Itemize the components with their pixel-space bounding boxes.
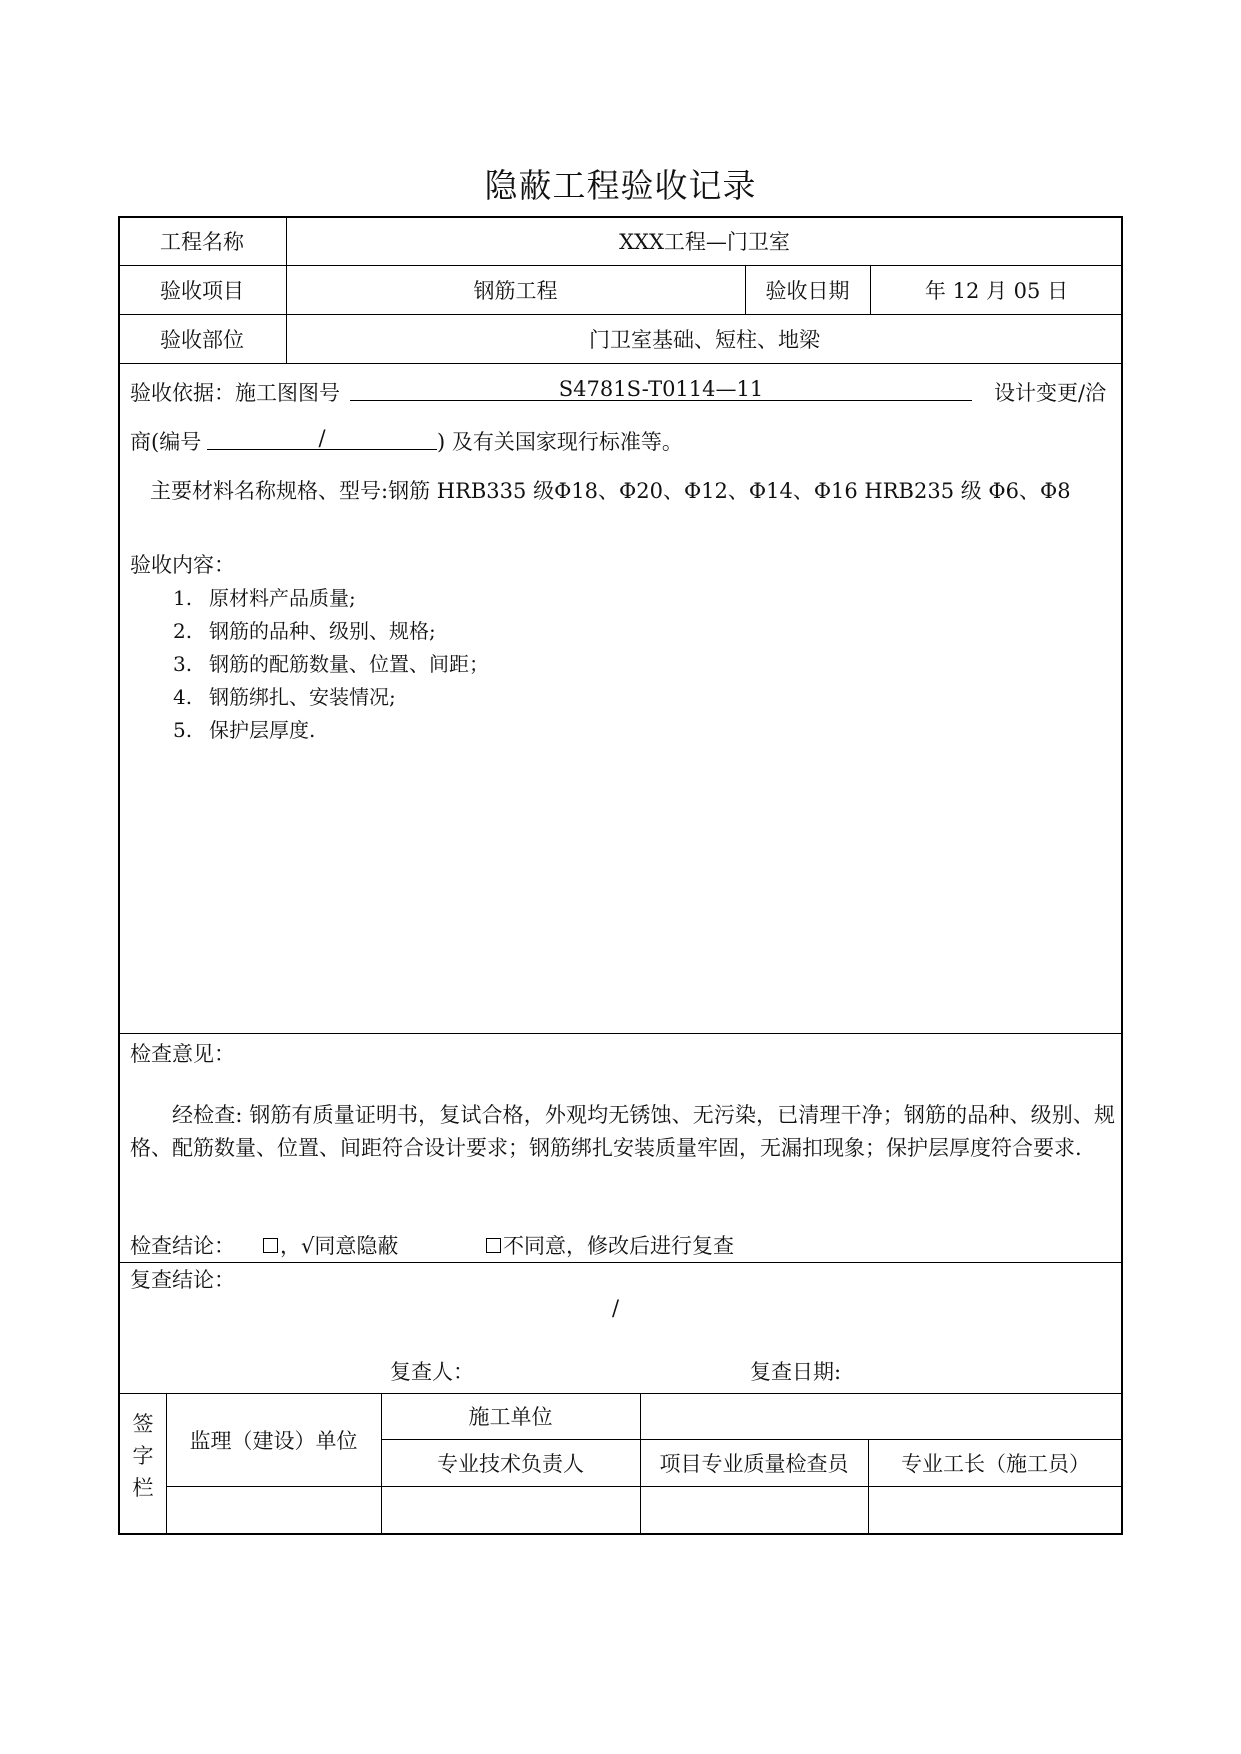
reviewer-label: 复查人： xyxy=(390,1360,474,1384)
row-divider xyxy=(118,1262,1123,1263)
qc-inspector-label: 项目专业质量检查员 xyxy=(659,1451,849,1476)
review-date-label: 复查日期: xyxy=(750,1360,842,1384)
project-name-value: XXX工程—门卫室 xyxy=(619,229,790,254)
conclusion-label: 检查结论： xyxy=(130,1234,235,1258)
review-value: / xyxy=(612,1296,620,1320)
materials-spec: 主要材料名称规格、型号:钢筋 HRB335 级Φ18、Φ20、Φ12、Φ14、Φ16 HRB235 级 Φ6、Φ8 xyxy=(150,479,1071,503)
row-divider xyxy=(166,1486,1123,1487)
project-name-label: 工程名称 xyxy=(160,229,244,254)
inspection-label: 检查意见： xyxy=(130,1042,235,1066)
inspection-item-value: 钢筋工程 xyxy=(473,278,558,303)
tech-lead-label: 专业技术负责人 xyxy=(437,1451,584,1476)
list-item: 5. 保护层厚度. xyxy=(173,718,316,742)
disagree-option: 不同意，修改后进行复查 xyxy=(486,1230,734,1260)
list-item: 2. 钢筋的品种、级别、规格; xyxy=(173,619,436,643)
contractor-label: 施工单位 xyxy=(468,1405,553,1429)
content-label: 验收内容： xyxy=(130,553,235,577)
record-table xyxy=(118,216,1123,1535)
page-title: 隐蔽工程验收记录 xyxy=(484,166,757,205)
checkbox-icon xyxy=(486,1238,501,1253)
list-item: 4. 钢筋绑扎、安装情况; xyxy=(173,685,396,709)
inspection-location-label: 验收部位 xyxy=(160,327,244,352)
inspection-item-label: 验收项目 xyxy=(160,278,244,303)
row-divider xyxy=(118,1033,1123,1034)
inspection-date-value: 年 12 月 05 日 xyxy=(924,278,1069,303)
agree-option: ，√同意隐蔽 xyxy=(263,1230,398,1260)
basis-prefix: 验收依据：施工图图号 xyxy=(130,381,340,405)
basis-line2-prefix: 商(编号 xyxy=(130,430,202,454)
row-divider xyxy=(118,363,1123,364)
basis-suffix: 设计变更/洽 xyxy=(994,381,1107,405)
foreman-label: 专业工长（施工员） xyxy=(901,1451,1090,1476)
inspection-location-value: 门卫室基础、短柱、地梁 xyxy=(589,327,820,352)
supervisor-unit-label: 监理（建设）单位 xyxy=(189,1428,358,1453)
list-item: 3. 钢筋的配筋数量、位置、间距； xyxy=(173,652,489,676)
drawing-number: S4781S-T0114—11 xyxy=(558,377,764,401)
inspection-date-label: 验收日期 xyxy=(765,278,850,303)
inspection-text: 经检查: 钢筋有质量证明书，复试合格，外观均无锈蚀、无污染，已清理干净；钢筋的品种、级别、规格、配筋数量、位置、间距符合设计要求；钢筋绑扎安装质量牢固，无漏扣现象；保护层厚度符合要求. xyxy=(130,1103,1115,1160)
list-item: 1. 原材料产品质量; xyxy=(173,586,356,610)
signature-side-label: 签 字 栏 xyxy=(132,1412,154,1500)
checkbox-icon xyxy=(263,1238,278,1253)
basis-line2-suffix: ) 及有关国家现行标准等。 xyxy=(437,430,683,454)
change-number: / xyxy=(318,426,326,450)
review-label: 复查结论： xyxy=(130,1268,235,1292)
